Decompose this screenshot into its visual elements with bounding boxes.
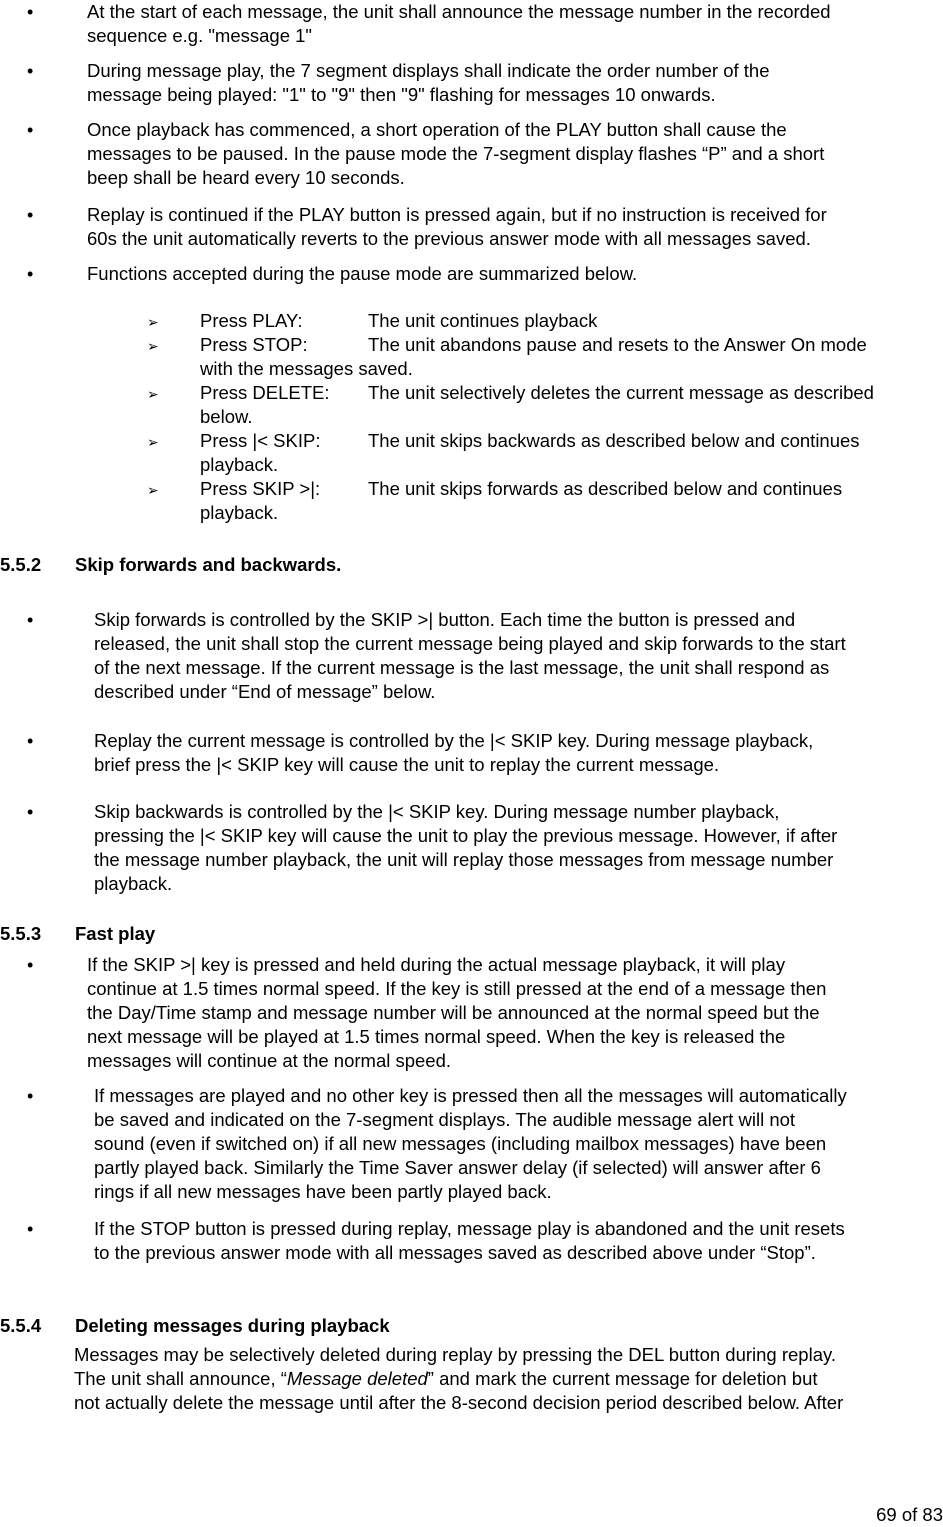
arrow-bullet-icon: ➢	[147, 482, 159, 498]
bullet-icon: •	[27, 802, 34, 822]
arrow-bullet-icon: ➢	[147, 338, 159, 354]
arrow-bullet-icon: ➢	[147, 434, 159, 450]
paragraph: Messages may be selectively deleted during replay by pressing the DEL button during replay. The unit shall announce, “Message deleted” and mark the current message for deletion but not actually delete the message until after the 8-second decision period described below. After	[74, 1344, 844, 1413]
bullet-icon: •	[27, 731, 34, 751]
bullet-icon: •	[27, 205, 34, 225]
bullet-icon: •	[27, 610, 34, 630]
bullet-icon: •	[27, 264, 34, 284]
bullet-icon: •	[27, 2, 34, 22]
arrow-bullet-icon: ➢	[147, 314, 159, 330]
bullet-icon: •	[27, 61, 34, 81]
bullet-icon: •	[27, 1219, 34, 1239]
bullet-icon: •	[27, 955, 34, 975]
bullet-icon: •	[27, 120, 34, 140]
page-number: 69 of 83	[876, 1504, 943, 1525]
document-page: • At the start of each message, the unit shall announce the message number in the recorded sequence e.g. "message 1" • During message play, the 7 segment displays shall indicate the order number of the message being played: "1" to "9" then "9" flashing for messages 10 onwards. • Once playback has commenced, a short operation of the PLAY button shall cause the messages to be paused. In the pause mode the 7-segment display flashes “P” and a short beep shall be heard every 10 seconds. • Replay is continued if the PLAY button is pressed again, but if no instruction is received for 60s the unit automatically reverts to the previous answer mode with all messages saved. • Functions accepted during the pause mode are summarized below. ➢ Press PLAY: The unit continues playback ➢ Press STOP: The unit abandons pause and resets to the Answer On mode with the messages saved. ➢ Press DELETE: The unit selectively deletes the current message as described below. ➢ Press |< SKIP: The unit skips backwards as described below and continues playback. ➢ Press SKIP >|: The unit skips forwards as described below and continues playback. 5.5.2 Skip forwards and backwards. • Skip forwards is controlled by the SKIP >| button. Each time the button is pressed and released, the unit shall stop the current message being played and skip forwards to the start of the next message. If the current message is the last message, the unit shall respond as described under “End of message” below. • Replay the current message is controlled by the |< SKIP key. During message playback, brief press the |< SKIP key will cause the unit to replay the current message. • Skip backwards is controlled by the |< SKIP key. During message number playback, pressing the |< SKIP key will cause the unit to play the previous message. However, if after the message number playback, the unit will replay those messages from message number playback. 5.5.3 Fast play • If the SKIP >| key is pressed and held during the actual message playback, it will play continue at 1.5 times normal speed. If the key is still pressed at the end of a message then the Day/Time stamp and message number will be announced at the normal speed but the next message will be played at 1.5 times normal speed. When the key is released the messages will continue at the normal speed. • If messages are played and no other key is pressed then all the messages will automatically be saved and indicated on the 7-segment displays. The audible message alert will not sound (even if switched on) if all new messages (including mailbox messages) have been partly played back. Similarly the Time Saver answer delay (if selected) will answer after 6 rings if all new messages have been partly played back. • If the STOP button is pressed during replay, message play is abandoned and the unit resets to the previous answer mode with all messages saved as described above under “Stop”. 5.5.4 Deleting messages during playback Messages may be selectively deleted during replay by pressing the DEL button during replay. The unit shall announce, “Message deleted” and mark the current message for deletion but not actually delete the message until after the 8-second decision period described below. After 69 of 83	[0, 1, 943, 1525]
arrow-bullet-icon: ➢	[147, 386, 159, 402]
bullet-icon: •	[27, 1086, 34, 1106]
